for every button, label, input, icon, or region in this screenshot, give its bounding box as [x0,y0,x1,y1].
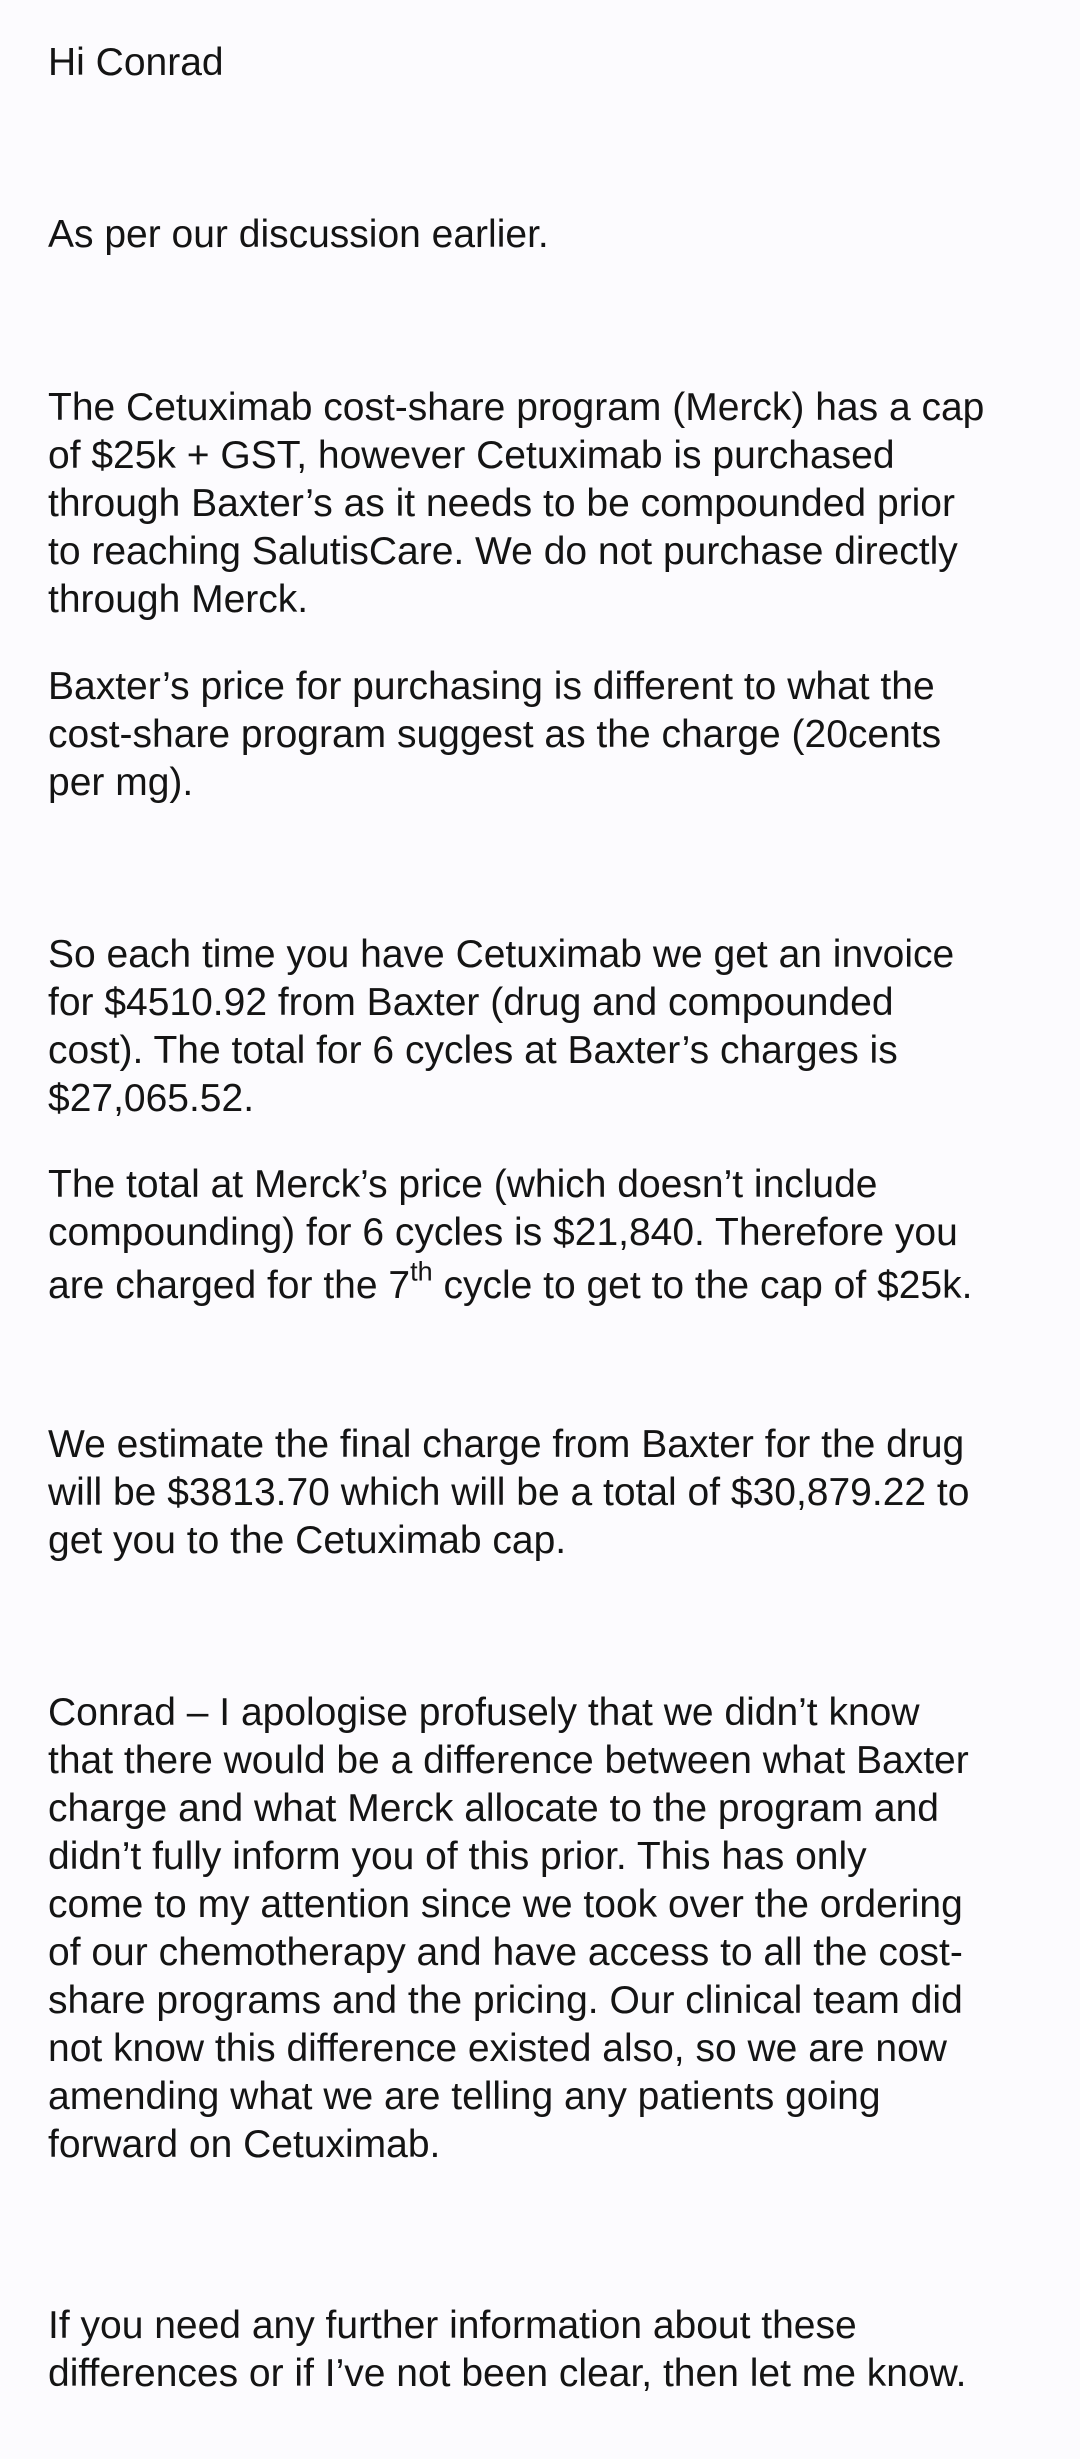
paragraph-line: through Merck. [48,578,309,621]
paragraph-line: compounding) for 6 cycles is $21,840. Therefore you [48,1211,958,1254]
paragraph-line: that there would be a difference between what Baxter [48,1739,969,1782]
ordinal-suffix: th [410,1256,433,1287]
paragraph-line: So each time you have Cetuximab we get an invoice [48,933,955,976]
merck-paragraph [48,1161,1048,1314]
paragraph-line: to reaching SalutisCare. We do not purchase directly [48,530,958,573]
paragraph-line: get you to the Cetuximab cap. [48,1519,567,1562]
paragraph-line: Baxter’s price for purchasing is different to what the [48,665,935,708]
paragraph-line: cost). The total for 6 cycles at Baxter’s charges is [48,1029,898,1072]
paragraph-line: not know this difference existed also, so we are now [48,2027,947,2070]
paragraph-line: differences or if I’ve not been clear, then let me know. [48,2352,967,2395]
paragraph-line [48,1257,1048,1314]
closing-paragraph [48,2302,1048,2398]
greeting [48,39,1048,87]
paragraph-line: The Cetuximab cost-share program (Merck) has a cap [48,386,985,429]
paragraph-line: amending what we are telling any patients going [48,2075,881,2118]
greeting-text: Hi Conrad [48,41,224,84]
paragraph-line: didn’t fully inform you of this prior. This has only [48,1835,867,1878]
paragraph-line: forward on Cetuximab. [48,2123,441,2166]
paragraph-line: per mg). [48,761,194,804]
paragraph-line: of our chemotherapy and have access to all the cost- [48,1931,963,1974]
program-paragraph [48,384,1048,624]
intro-paragraph [48,211,1048,259]
paragraph-line: $27,065.52. [48,1077,255,1120]
line-text-before: are charged for the 7 [48,1264,411,1307]
paragraph-line: come to my attention since we took over the ordering [48,1883,963,1926]
paragraph-line: through Baxter’s as it needs to be compounded prior [48,482,955,525]
price-paragraph [48,663,1048,807]
paragraph-line: Conrad – I apologise profusely that we didn’t know [48,1691,920,1734]
invoice-paragraph [48,931,1048,1123]
line-text-after: cycle to get to the cap of $25k. [432,1264,973,1307]
paragraph-line: If you need any further information about these [48,2304,857,2347]
paragraph-line: will be $3813.70 which will be a total of $30,879.22 to [48,1471,970,1514]
estimate-paragraph [48,1421,1048,1565]
paragraph-line: of $25k + GST, however Cetuximab is purchased [48,434,895,477]
intro-text: As per our discussion earlier. [48,213,549,256]
paragraph-line: charge and what Merck allocate to the program and [48,1787,940,1830]
paragraph-line: cost-share program suggest as the charge (20cents [48,713,942,756]
paragraph-line: share programs and the pricing. Our clinical team did [48,1979,963,2022]
paragraph-line: for $4510.92 from Baxter (drug and compounded [48,981,894,1024]
paragraph-line: The total at Merck’s price (which doesn’t include [48,1163,878,1206]
paragraph-line: We estimate the final charge from Baxter for the drug [48,1423,965,1466]
apology-paragraph [48,1689,1048,2169]
